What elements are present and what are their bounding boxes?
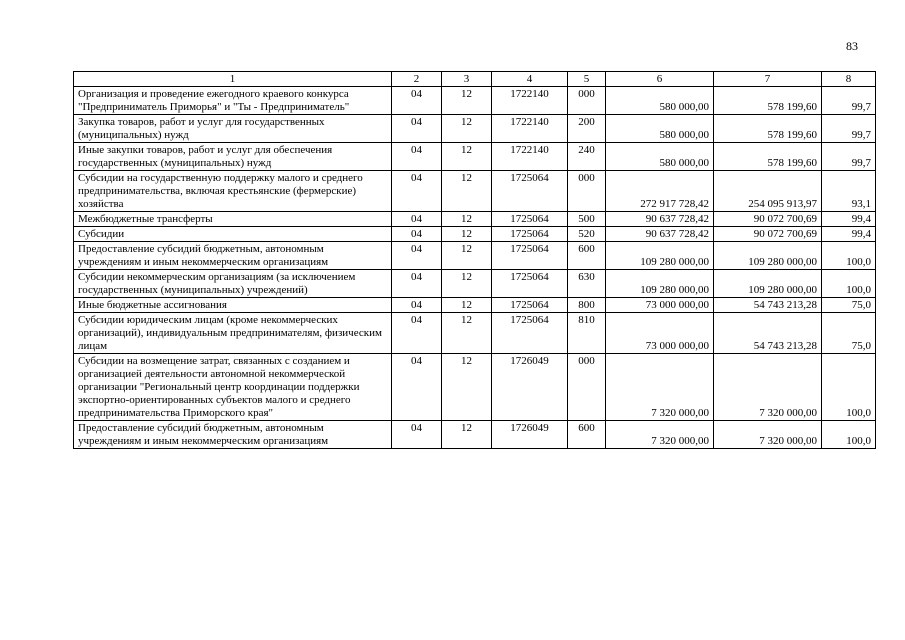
header-cell: 1: [74, 72, 392, 87]
cell-executed: 109 280 000,00: [714, 242, 822, 270]
cell-name: Организация и проведение ежегодного краевого конкурса "Предприниматель Приморья" и "Ты - Предприниматель": [74, 87, 392, 115]
cell-executed: 109 280 000,00: [714, 270, 822, 298]
header-cell: 4: [492, 72, 568, 87]
cell-target-article: 1726049: [492, 354, 568, 421]
cell-name: Субсидии на возмещение затрат, связанных с созданием и организацией деятельности автономной некоммерческой организации "Региональный центр координации поддержки экспортно-ориентированных субъектов малого и среднего предпринимательства Приморского края": [74, 354, 392, 421]
cell-name: Предоставление субсидий бюджетным, автономным учреждениям и иным некоммерческим организациям: [74, 421, 392, 449]
cell-name: Межбюджетные трансферты: [74, 212, 392, 227]
cell-executed: 578 199,60: [714, 143, 822, 171]
cell-name: Субсидии на государственную поддержку малого и среднего предпринимательства, включая крестьянские (фермерские) хозяйства: [74, 171, 392, 212]
table-row: [74, 354, 876, 421]
cell-name: Иные закупки товаров, работ и услуг для обеспечения государственных (муниципальных) нужд: [74, 143, 392, 171]
cell-target-article: 1722140: [492, 143, 568, 171]
cell-executed: 7 320 000,00: [714, 421, 822, 449]
cell-expense-type: 000: [568, 354, 606, 421]
cell-subsection: 12: [442, 242, 492, 270]
cell-section: 04: [392, 313, 442, 354]
table-row: [74, 212, 876, 227]
cell-section: 04: [392, 115, 442, 143]
cell-subsection: 12: [442, 313, 492, 354]
cell-target-article: 1726049: [492, 421, 568, 449]
cell-expense-type: 240: [568, 143, 606, 171]
cell-section: 04: [392, 171, 442, 212]
table-row: [74, 115, 876, 143]
cell-executed: 578 199,60: [714, 115, 822, 143]
cell-planned: 7 320 000,00: [606, 354, 714, 421]
cell-name: Предоставление субсидий бюджетным, автономным учреждениям и иным некоммерческим организациям: [74, 242, 392, 270]
cell-percent: 99,4: [822, 227, 876, 242]
header-cell: 6: [606, 72, 714, 87]
cell-percent: 100,0: [822, 242, 876, 270]
cell-planned: 272 917 728,42: [606, 171, 714, 212]
cell-planned: 73 000 000,00: [606, 313, 714, 354]
cell-section: 04: [392, 421, 442, 449]
cell-subsection: 12: [442, 212, 492, 227]
table-row: [74, 171, 876, 212]
cell-expense-type: 800: [568, 298, 606, 313]
table-row: [74, 270, 876, 298]
cell-percent: 100,0: [822, 421, 876, 449]
cell-expense-type: 630: [568, 270, 606, 298]
header-cell: 5: [568, 72, 606, 87]
page-number: 83: [846, 39, 858, 53]
table-row: [74, 143, 876, 171]
cell-target-article: 1725064: [492, 227, 568, 242]
cell-executed: 254 095 913,97: [714, 171, 822, 212]
cell-name: Субсидии юридическим лицам (кроме некоммерческих организаций), индивидуальным предпринимателям, физическим лицам: [74, 313, 392, 354]
cell-section: 04: [392, 242, 442, 270]
cell-executed: 54 743 213,28: [714, 313, 822, 354]
cell-section: 04: [392, 270, 442, 298]
cell-subsection: 12: [442, 87, 492, 115]
cell-planned: 90 637 728,42: [606, 212, 714, 227]
header-cell: 7: [714, 72, 822, 87]
cell-expense-type: 520: [568, 227, 606, 242]
cell-section: 04: [392, 87, 442, 115]
cell-planned: 580 000,00: [606, 87, 714, 115]
cell-subsection: 12: [442, 143, 492, 171]
header-cell: 3: [442, 72, 492, 87]
cell-percent: 100,0: [822, 354, 876, 421]
cell-expense-type: 000: [568, 87, 606, 115]
cell-section: 04: [392, 143, 442, 171]
cell-section: 04: [392, 227, 442, 242]
cell-planned: 90 637 728,42: [606, 227, 714, 242]
cell-expense-type: 600: [568, 242, 606, 270]
cell-percent: 99,7: [822, 143, 876, 171]
cell-percent: 99,7: [822, 87, 876, 115]
cell-executed: 90 072 700,69: [714, 212, 822, 227]
cell-executed: 578 199,60: [714, 87, 822, 115]
cell-name: Субсидии: [74, 227, 392, 242]
cell-target-article: 1722140: [492, 115, 568, 143]
cell-expense-type: 000: [568, 171, 606, 212]
cell-percent: 99,7: [822, 115, 876, 143]
cell-target-article: 1722140: [492, 87, 568, 115]
cell-section: 04: [392, 212, 442, 227]
cell-section: 04: [392, 354, 442, 421]
cell-section: 04: [392, 298, 442, 313]
cell-executed: 90 072 700,69: [714, 227, 822, 242]
cell-percent: 100,0: [822, 270, 876, 298]
table-row: [74, 298, 876, 313]
cell-planned: 7 320 000,00: [606, 421, 714, 449]
table-header-row: [74, 72, 876, 87]
cell-percent: 99,4: [822, 212, 876, 227]
table-row: [74, 227, 876, 242]
cell-executed: 7 320 000,00: [714, 354, 822, 421]
cell-planned: 109 280 000,00: [606, 242, 714, 270]
header-cell: 2: [392, 72, 442, 87]
cell-subsection: 12: [442, 354, 492, 421]
table-row: [74, 87, 876, 115]
cell-planned: 109 280 000,00: [606, 270, 714, 298]
cell-target-article: 1725064: [492, 298, 568, 313]
cell-expense-type: 200: [568, 115, 606, 143]
cell-expense-type: 500: [568, 212, 606, 227]
cell-subsection: 12: [442, 115, 492, 143]
cell-planned: 580 000,00: [606, 115, 714, 143]
cell-subsection: 12: [442, 298, 492, 313]
header-cell: 8: [822, 72, 876, 87]
cell-name: Закупка товаров, работ и услуг для государственных (муниципальных) нужд: [74, 115, 392, 143]
table-row: [74, 421, 876, 449]
cell-name: Иные бюджетные ассигнования: [74, 298, 392, 313]
table-row: [74, 242, 876, 270]
cell-percent: 93,1: [822, 171, 876, 212]
cell-percent: 75,0: [822, 298, 876, 313]
cell-subsection: 12: [442, 421, 492, 449]
cell-subsection: 12: [442, 270, 492, 298]
cell-planned: 73 000 000,00: [606, 298, 714, 313]
cell-name: Субсидии некоммерческим организациям (за исключением государственных (муниципальных) учреждений): [74, 270, 392, 298]
cell-target-article: 1725064: [492, 270, 568, 298]
cell-expense-type: 810: [568, 313, 606, 354]
table-row: [74, 313, 876, 354]
cell-planned: 580 000,00: [606, 143, 714, 171]
cell-target-article: 1725064: [492, 242, 568, 270]
cell-subsection: 12: [442, 171, 492, 212]
cell-target-article: 1725064: [492, 212, 568, 227]
budget-table: [73, 71, 876, 449]
cell-percent: 75,0: [822, 313, 876, 354]
cell-expense-type: 600: [568, 421, 606, 449]
cell-executed: 54 743 213,28: [714, 298, 822, 313]
cell-target-article: 1725064: [492, 313, 568, 354]
cell-target-article: 1725064: [492, 171, 568, 212]
cell-subsection: 12: [442, 227, 492, 242]
